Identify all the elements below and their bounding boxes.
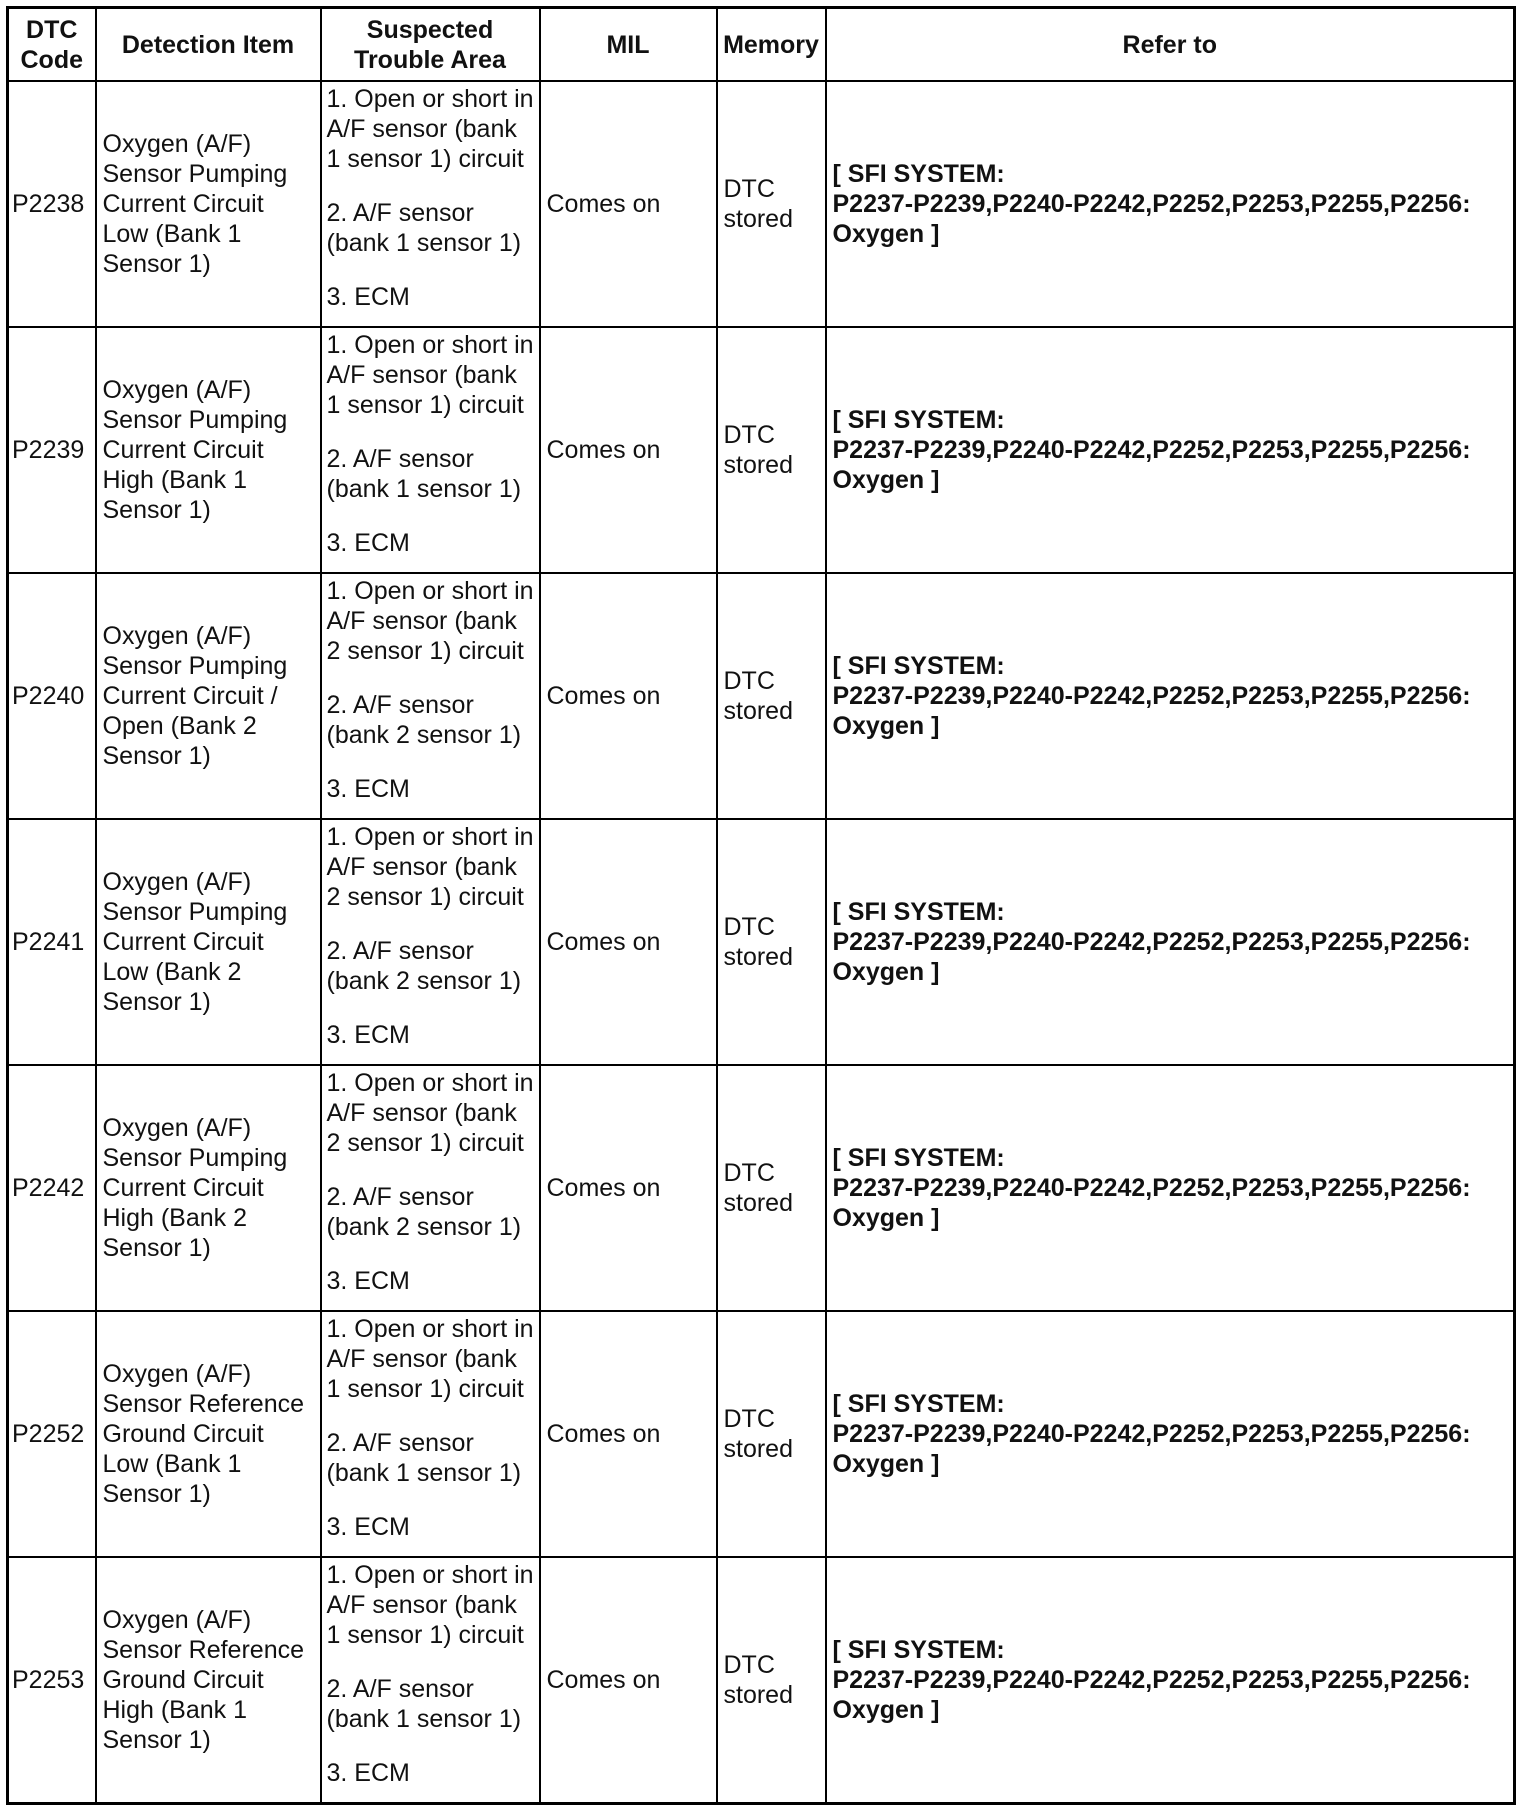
mil-cell: Comes on: [540, 1065, 717, 1311]
trouble-item: 1. Open or short in A/F sensor (bank 2 sensor 1) circuit: [326, 823, 534, 911]
table-row: [8, 573, 1515, 819]
mil-cell: Comes on: [540, 1557, 717, 1804]
detection-item-cell: Oxygen (A/F) Sensor Pumping Current Circuit Low (Bank 2 Sensor 1): [96, 819, 321, 1065]
header-suspected-trouble-area: Suspected Trouble Area: [321, 8, 540, 82]
trouble-item: 1. Open or short in A/F sensor (bank 1 sensor 1) circuit: [326, 1561, 534, 1649]
header-dtc-code: DTC Code: [8, 8, 96, 82]
mil-cell: Comes on: [540, 573, 717, 819]
refer-to-link[interactable]: [826, 819, 1515, 1065]
refer-to-link[interactable]: [826, 573, 1515, 819]
trouble-item: 3. ECM: [326, 283, 410, 311]
dtc-code-cell: P2241: [8, 819, 96, 1065]
memory-cell: DTC stored: [717, 81, 826, 327]
refer-line: Oxygen ]: [832, 1450, 940, 1478]
suspected-trouble-area-cell: [321, 1557, 540, 1804]
detection-item-cell: Oxygen (A/F) Sensor Pumping Current Circuit Low (Bank 1 Sensor 1): [96, 81, 321, 327]
trouble-item: 1. Open or short in A/F sensor (bank 1 sensor 1) circuit: [326, 331, 534, 419]
dtc-code-cell: P2238: [8, 81, 96, 327]
suspected-trouble-area-cell: [321, 1065, 540, 1311]
dtc-table: [6, 6, 1516, 1805]
dtc-code-cell: P2240: [8, 573, 96, 819]
header-row: [8, 8, 1515, 82]
refer-line: Oxygen ]: [832, 1204, 940, 1232]
memory-cell: DTC stored: [717, 819, 826, 1065]
refer-line: [ SFI SYSTEM:: [832, 898, 1005, 926]
trouble-item: 1. Open or short in A/F sensor (bank 1 sensor 1) circuit: [326, 85, 534, 173]
memory-cell: DTC stored: [717, 1065, 826, 1311]
refer-line: [ SFI SYSTEM:: [832, 1144, 1005, 1172]
refer-to-link[interactable]: [826, 327, 1515, 573]
trouble-item: 2. A/F sensor (bank 1 sensor 1): [326, 199, 522, 257]
refer-line: Oxygen ]: [832, 712, 940, 740]
refer-line: Oxygen ]: [832, 1696, 940, 1724]
trouble-item: 2. A/F sensor (bank 1 sensor 1): [326, 1429, 522, 1487]
refer-line: [ SFI SYSTEM:: [832, 652, 1005, 680]
refer-line: P2237-P2239,P2240-P2242,P2252,P2253,P2255,P2256:: [832, 436, 1471, 464]
mil-cell: Comes on: [540, 81, 717, 327]
refer-line: P2237-P2239,P2240-P2242,P2252,P2253,P2255,P2256:: [832, 682, 1471, 710]
detection-item-cell: Oxygen (A/F) Sensor Pumping Current Circuit High (Bank 1 Sensor 1): [96, 327, 321, 573]
detection-item-cell: Oxygen (A/F) Sensor Reference Ground Circuit High (Bank 1 Sensor 1): [96, 1557, 321, 1804]
suspected-trouble-area-cell: [321, 819, 540, 1065]
dtc-code-cell: P2239: [8, 327, 96, 573]
refer-line: [ SFI SYSTEM:: [832, 406, 1005, 434]
memory-cell: DTC stored: [717, 1557, 826, 1804]
refer-line: P2237-P2239,P2240-P2242,P2252,P2253,P2255,P2256:: [832, 928, 1471, 956]
trouble-item: 3. ECM: [326, 1513, 410, 1541]
table-row: [8, 81, 1515, 327]
refer-line: P2237-P2239,P2240-P2242,P2252,P2253,P2255,P2256:: [832, 1420, 1471, 1448]
trouble-item: 2. A/F sensor (bank 2 sensor 1): [326, 1183, 522, 1241]
refer-line: [ SFI SYSTEM:: [832, 160, 1005, 188]
table-row: [8, 327, 1515, 573]
dtc-code-cell: P2242: [8, 1065, 96, 1311]
trouble-item: 3. ECM: [326, 529, 410, 557]
refer-line: P2237-P2239,P2240-P2242,P2252,P2253,P2255,P2256:: [832, 1174, 1471, 1202]
detection-item-cell: Oxygen (A/F) Sensor Pumping Current Circuit / Open (Bank 2 Sensor 1): [96, 573, 321, 819]
refer-to-link[interactable]: [826, 81, 1515, 327]
trouble-item: 2. A/F sensor (bank 1 sensor 1): [326, 1675, 522, 1733]
refer-line: Oxygen ]: [832, 466, 940, 494]
refer-line: P2237-P2239,P2240-P2242,P2252,P2253,P2255,P2256:: [832, 190, 1471, 218]
header-detection-item: Detection Item: [96, 8, 321, 82]
table-row: [8, 1311, 1515, 1557]
trouble-item: 1. Open or short in A/F sensor (bank 1 sensor 1) circuit: [326, 1315, 534, 1403]
dtc-code-cell: P2253: [8, 1557, 96, 1804]
refer-line: Oxygen ]: [832, 958, 940, 986]
memory-cell: DTC stored: [717, 1311, 826, 1557]
trouble-item: 1. Open or short in A/F sensor (bank 2 sensor 1) circuit: [326, 577, 534, 665]
dtc-code-cell: P2252: [8, 1311, 96, 1557]
trouble-item: 2. A/F sensor (bank 2 sensor 1): [326, 937, 522, 995]
header-memory: Memory: [717, 8, 826, 82]
refer-to-link[interactable]: [826, 1311, 1515, 1557]
trouble-item: 3. ECM: [326, 1267, 410, 1295]
trouble-item: 3. ECM: [326, 1021, 410, 1049]
detection-item-cell: Oxygen (A/F) Sensor Reference Ground Circuit Low (Bank 1 Sensor 1): [96, 1311, 321, 1557]
suspected-trouble-area-cell: [321, 1311, 540, 1557]
trouble-item: 3. ECM: [326, 1759, 410, 1787]
refer-to-link[interactable]: [826, 1065, 1515, 1311]
suspected-trouble-area-cell: [321, 327, 540, 573]
trouble-item: 1. Open or short in A/F sensor (bank 2 sensor 1) circuit: [326, 1069, 534, 1157]
refer-line: P2237-P2239,P2240-P2242,P2252,P2253,P2255,P2256:: [832, 1666, 1471, 1694]
mil-cell: Comes on: [540, 1311, 717, 1557]
header-refer-to: Refer to: [826, 8, 1515, 82]
memory-cell: DTC stored: [717, 573, 826, 819]
detection-item-cell: Oxygen (A/F) Sensor Pumping Current Circuit High (Bank 2 Sensor 1): [96, 1065, 321, 1311]
suspected-trouble-area-cell: [321, 573, 540, 819]
table-row: [8, 1065, 1515, 1311]
refer-line: [ SFI SYSTEM:: [832, 1390, 1005, 1418]
mil-cell: Comes on: [540, 327, 717, 573]
suspected-trouble-area-cell: [321, 81, 540, 327]
trouble-item: 2. A/F sensor (bank 2 sensor 1): [326, 691, 522, 749]
trouble-item: 3. ECM: [326, 775, 410, 803]
table-row: [8, 819, 1515, 1065]
memory-cell: DTC stored: [717, 327, 826, 573]
dtc-table-container: [6, 6, 1516, 1805]
trouble-item: 2. A/F sensor (bank 1 sensor 1): [326, 445, 522, 503]
mil-cell: Comes on: [540, 819, 717, 1065]
table-row: [8, 1557, 1515, 1804]
header-mil: MIL: [540, 8, 717, 82]
refer-line: [ SFI SYSTEM:: [832, 1636, 1005, 1664]
refer-to-link[interactable]: [826, 1557, 1515, 1804]
refer-line: Oxygen ]: [832, 220, 940, 248]
